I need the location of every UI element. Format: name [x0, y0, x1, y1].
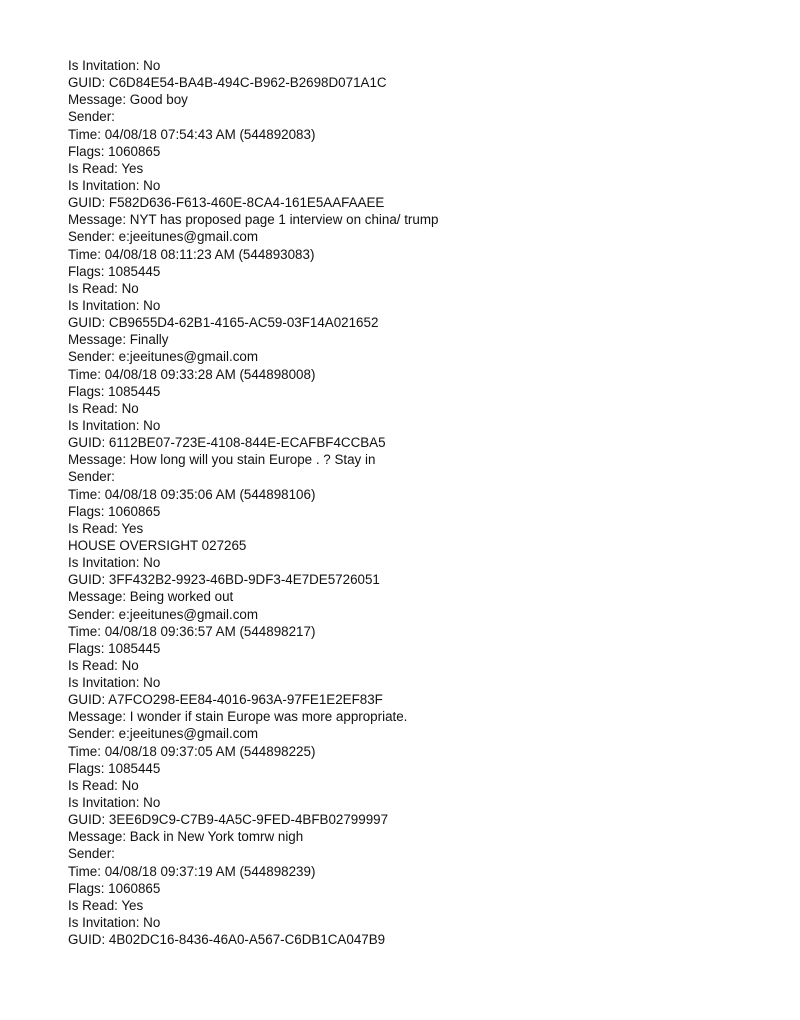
log-line: Time: 04/08/18 07:54:43 AM (544892083)	[68, 126, 316, 142]
log-line: Is Read: No	[68, 280, 139, 296]
log-line: Is Invitation: No	[68, 177, 161, 193]
log-line: Flags: 1060865	[68, 143, 161, 159]
message-log	[68, 57, 438, 948]
log-line: GUID: 4B02DC16-8436-46A0-A567-C6DB1CA047B9	[68, 932, 386, 948]
log-line: Time: 04/08/18 09:37:05 AM (544898225)	[68, 743, 316, 759]
log-line: HOUSE OVERSIGHT 027265	[68, 537, 247, 553]
log-line: GUID: C6D84E54-BA4B-494C-B962-B2698D071A1C	[68, 75, 387, 91]
log-line: Is Invitation: No	[68, 555, 161, 571]
log-line: GUID: A7FCO298-EE84-4016-963A-97FE1E2EF83F	[68, 692, 383, 708]
log-line: Flags: 1085445	[68, 383, 161, 399]
log-line: Is Read: Yes	[68, 520, 144, 536]
log-line: Message: NYT has proposed page 1 interview on china/ trump	[68, 212, 439, 228]
log-line: Sender: e:jeeitunes@gmail.com	[68, 726, 258, 742]
log-line: Is Read: No	[68, 400, 139, 416]
log-line: Flags: 1085445	[68, 263, 161, 279]
log-line: Is Read: No	[68, 777, 139, 793]
log-line: Flags: 1060865	[68, 880, 161, 896]
log-line: Flags: 1060865	[68, 503, 161, 519]
log-line: Time: 04/08/18 09:37:19 AM (544898239)	[68, 863, 316, 879]
log-line: Sender:	[68, 469, 115, 485]
log-line: Time: 04/08/18 09:33:28 AM (544898008)	[68, 366, 316, 382]
log-line: Flags: 1085445	[68, 760, 161, 776]
log-line: Is Invitation: No	[68, 915, 161, 931]
log-line: Message: Finally	[68, 332, 169, 348]
log-line: GUID: 3FF432B2-9923-46BD-9DF3-4E7DE5726051	[68, 572, 380, 588]
log-line: Sender:	[68, 846, 115, 862]
log-line: GUID: F582D636-F613-460E-8CA4-161E5AAFAAEE	[68, 195, 385, 211]
log-line: Message: Good boy	[68, 92, 188, 108]
log-line: GUID: CB9655D4-62B1-4165-AC59-03F14A021652	[68, 315, 379, 331]
log-line: Sender: e:jeeitunes@gmail.com	[68, 229, 258, 245]
log-line: Time: 04/08/18 09:36:57 AM (544898217)	[68, 623, 316, 639]
log-line: Is Invitation: No	[68, 58, 161, 73]
log-line: GUID: 3EE6D9C9-C7B9-4A5C-9FED-4BFB02799997	[68, 812, 389, 828]
log-line: Sender: e:jeeitunes@gmail.com	[68, 606, 258, 622]
log-line: Message: How long will you stain Europe . ? Stay in	[68, 452, 376, 468]
log-line: Sender: e:jeeitunes@gmail.com	[68, 349, 258, 365]
log-line: Message: I wonder if stain Europe was more appropriate.	[68, 709, 408, 725]
log-line: Time: 04/08/18 09:35:06 AM (544898106)	[68, 486, 316, 502]
log-line: GUID: 6112BE07-723E-4108-844E-ECAFBF4CCBA5	[68, 435, 386, 451]
log-line: Message: Back in New York tomrw nigh	[68, 829, 304, 845]
log-line: Is Invitation: No	[68, 297, 161, 313]
log-line: Sender:	[68, 109, 115, 125]
log-line: Is Invitation: No	[68, 417, 161, 433]
log-line: Is Read: Yes	[68, 160, 144, 176]
log-line: Time: 04/08/18 08:11:23 AM (544893083)	[68, 246, 315, 262]
log-line: Message: Being worked out	[68, 589, 234, 605]
log-line: Flags: 1085445	[68, 640, 161, 656]
log-line: Is Invitation: No	[68, 795, 161, 811]
log-line: Is Read: No	[68, 657, 139, 673]
log-line: Is Invitation: No	[68, 675, 161, 691]
log-line: Is Read: Yes	[68, 897, 144, 913]
